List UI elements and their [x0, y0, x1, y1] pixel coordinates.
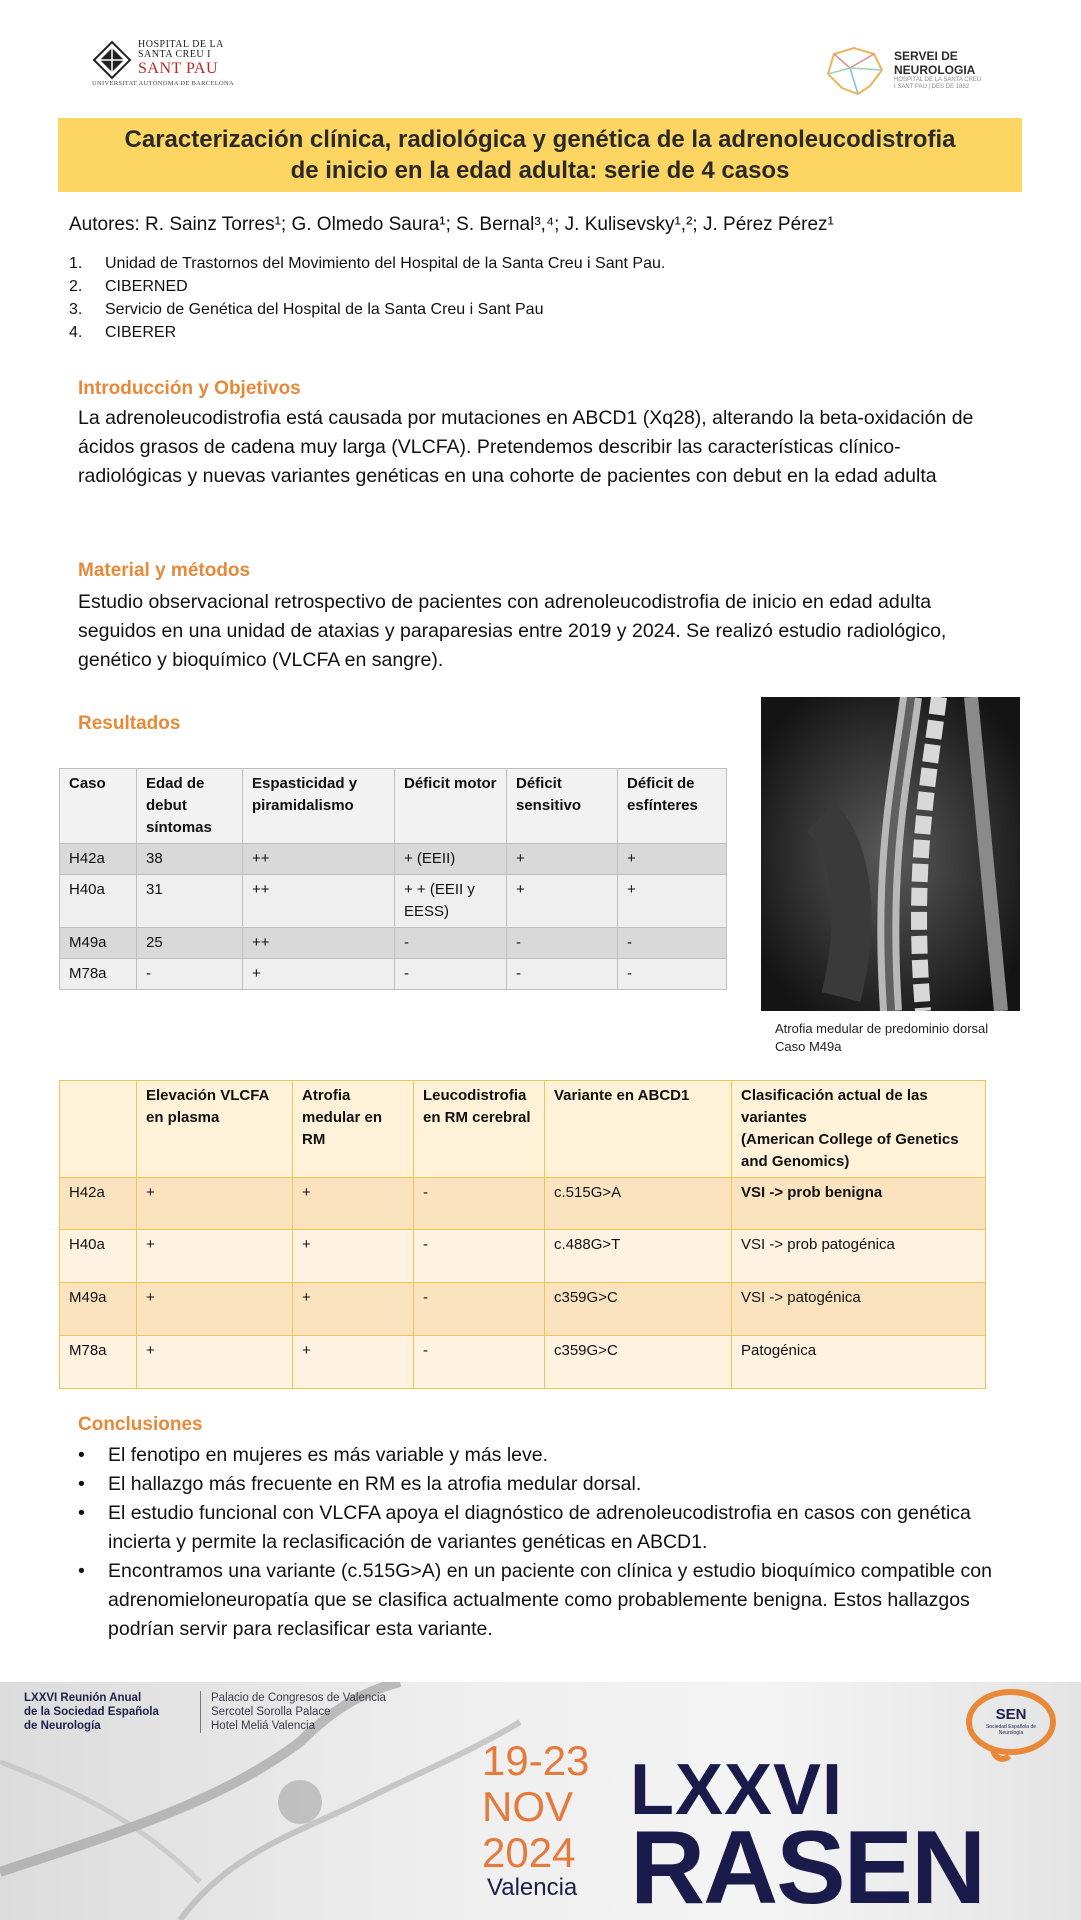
conclusions-list [76, 1441, 1016, 1644]
table-header-cell [60, 1081, 137, 1178]
table-header-cell: Espasticidad y piramidalismo [243, 769, 395, 844]
table-row: M78a - + - - - [60, 959, 727, 990]
servei-subtitle: HOSPITAL DE LA SANTA CREU I SANT PAU | DES DE 1882 [894, 77, 982, 90]
results-heading: Resultados [78, 713, 181, 734]
title-band [58, 118, 1022, 192]
table-row: H40a + + - c.488G>T VSI -> prob patogénica [60, 1230, 986, 1283]
sen-logo-subtitle: Sociedad Española de Neurología [985, 1724, 1037, 1736]
table-header-cell: Déficit sensitivo [507, 769, 618, 844]
conclusions-heading: Conclusiones [78, 1414, 203, 1435]
table-header-cell: Elevación VLCFA en plasma [137, 1081, 293, 1178]
affiliation-item: 2. CIBERNED [69, 278, 188, 295]
brain-network-icon [820, 44, 886, 98]
genetic-table [59, 1080, 986, 1389]
servei-name: SERVEI DE NEUROLOGIA [894, 49, 976, 77]
title-line2: de inicio en la edad adulta: serie de 4 casos [290, 157, 790, 184]
table-header-cell: Edad de debut síntomas [137, 769, 243, 844]
table-header-row [60, 769, 727, 844]
congress-footer [0, 1682, 1081, 1920]
table-header-cell: Variante en ABCD1 [545, 1081, 732, 1178]
sen-logo [963, 1686, 1063, 1766]
authors: Autores: R. Sainz Torres¹; G. Olmedo Saura¹; S. Bernal³,⁴; J. Kulisevsky¹,²; J. Pérez Pérez¹ [69, 214, 834, 235]
list-item: • El hallazgo más frecuente en RM es la atrofia medular dorsal. [78, 1473, 642, 1495]
table-row: M78a + + - c359G>C Patogénica [60, 1336, 986, 1389]
servei-neurologia-logo [820, 44, 990, 100]
logo-line1: HOSPITAL DE LA [138, 39, 224, 50]
logo-line4: UNIVERSITAT AUTÒNOMA DE BARCELONA [92, 80, 234, 87]
clinical-table [59, 768, 727, 990]
table-row: M49a + + - c359G>C VSI -> patogénica [60, 1283, 986, 1336]
logo-line2: SANTA CREU I [138, 49, 211, 60]
page-title [58, 124, 1022, 186]
affiliation-item: 4. CIBERER [69, 324, 177, 341]
affiliation-item: 1. Unidad de Trastornos del Movimiento del Hospital de la Santa Creu i Sant Pau. [69, 255, 666, 272]
list-item: • Encontramos una variante (c.515G>A) en un paciente con clínica y estudio bioquímico compatible con adrenomieloneuropatía que se clasifica actualmente como probablemente benigna. Estos hallazgos podrían servir para reclasificar esta variante. [78, 1560, 992, 1640]
affiliations-list [69, 252, 665, 344]
meeting-name: LXXVI Reunión Anual de la Sociedad Española de Neurología [24, 1692, 159, 1732]
table-header-row [60, 1081, 986, 1178]
methods-text: Estudio observacional retrospectivo de pacientes con adrenoleucodistrofia de inicio en edad adulta seguidos en una unidad de ataxias y paraparesias entre 2019 y 2024. Se realizó estudio radiológico, genético y bioquímico (VLCFA en sangre). [78, 591, 947, 671]
table-row: H42a 38 ++ + (EEII) + + [60, 844, 727, 875]
hospital-sant-pau-logo [92, 40, 242, 90]
table-header-cell: Leucodistrofia en RM cerebral [414, 1081, 545, 1178]
title-line1: Caracterización clínica, radiológica y genética de la adrenoleucodistrofia [124, 126, 956, 153]
table-header-cell: Caso [60, 769, 137, 844]
logo-line3: SANT PAU [138, 60, 219, 77]
sen-logo-text: SEN [995, 1706, 1027, 1723]
table-header-cell: Clasificación actual de las variantes (American College of Genetics and Genomics) [732, 1081, 986, 1178]
event-name: RASEN [630, 1810, 985, 1920]
list-item: • El fenotipo en mujeres es más variable y más leve. [78, 1444, 549, 1466]
table-row: H42a + + - c.515G>A VSI -> prob benigna [60, 1178, 986, 1230]
list-item: • El estudio funcional con VLCFA apoya el diagnóstico de adrenoleucodistrofia en casos con genética incierta y permite la reclasificación de variantes genéticas en ABCD1. [78, 1502, 971, 1553]
table-row: H40a 31 ++ + + (EEII y EESS) + + [60, 875, 727, 928]
event-dates: 19-23 NOV 2024 [482, 1737, 590, 1876]
table-header-cell: Atrofia medular en RM [293, 1081, 414, 1178]
table-header-cell: Déficit motor [395, 769, 507, 844]
event-city: Valencia [487, 1874, 578, 1901]
hospital-emblem-icon [92, 40, 132, 80]
affiliation-item: 3. Servicio de Genética del Hospital de la Santa Creu i Sant Pau [69, 301, 544, 318]
intro-text: La adrenoleucodistrofia está causada por mutaciones en ABCD1 (Xq28), alterando la beta-oxidación de ácidos grasos de cadena muy larga (VLCFA). Pretendemos describir las características clínico-radiológicas y nuevas variantes genéticas en una cohorte de pacientes con debut en la edad adulta [78, 407, 974, 487]
table-header-cell: Déficit de esfínteres [618, 769, 727, 844]
intro-heading: Introducción y Objetivos [78, 378, 301, 399]
mri-spine-image [761, 697, 1020, 1011]
venues: Palacio de Congresos de Valencia Sercotel Sorolla Palace Hotel Meliá Valencia [200, 1691, 386, 1733]
mri-scan-graphic [761, 697, 1020, 1011]
image-caption: Atrofia medular de predominio dorsal Caso M49a [775, 1021, 989, 1054]
methods-heading: Material y métodos [78, 560, 251, 581]
table-row: M49a 25 ++ - - - [60, 928, 727, 959]
event-edition: LXXVI [630, 1750, 844, 1830]
